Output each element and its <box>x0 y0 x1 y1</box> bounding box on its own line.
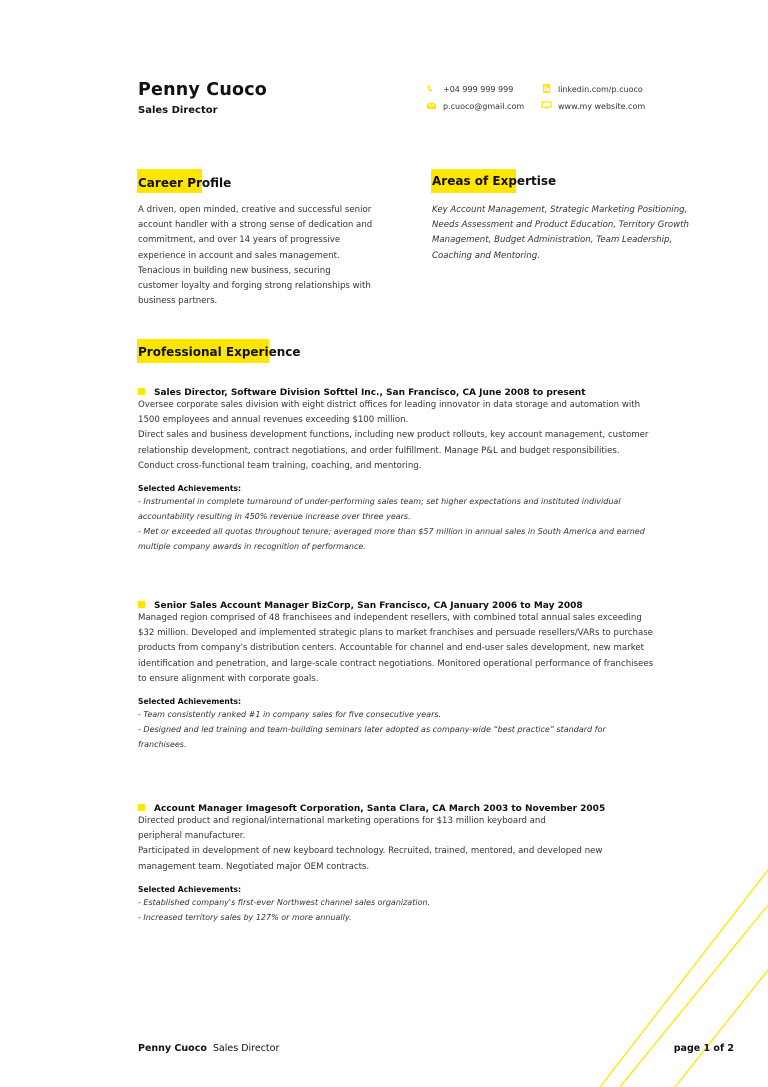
job-line: 1500 employees and annual revenues exceeding $100 million. <box>138 415 409 426</box>
website-url[interactable]: www.my website.com <box>558 102 646 111</box>
footer-identity <box>138 1043 279 1054</box>
linkedin-contact <box>541 84 643 94</box>
achievement-line: - Designed and led training and team-building seminars later adopted as company-wide “best practice” standard for <box>138 725 606 735</box>
career-profile-line: Tenacious in building new business, securing <box>138 265 331 276</box>
expertise-text <box>432 203 732 264</box>
bullet-icon <box>138 601 145 608</box>
job-description <box>138 398 708 474</box>
phone-icon <box>426 84 437 93</box>
decorative-lines <box>560 860 768 1087</box>
achievement-line: - Met or exceeded all quotas throughout tenure; averaged more than $57 million in annual sales in South America and earned <box>138 527 645 537</box>
job-line: products from company's distribution centers. Accountable for channel and end-user sales development, new market <box>138 643 645 654</box>
job-title: Sales Director, Software Division Softtel Inc., San Francisco, CA June 2008 to present <box>138 388 708 398</box>
career-profile-line: experience in account and sales management. <box>138 250 340 261</box>
email-address[interactable]: p.cuoco@gmail.com <box>443 102 525 111</box>
career-profile-line: A driven, open minded, creative and successful senior <box>138 205 372 215</box>
expertise-line: Needs Assessment and Product Education, Territory Growth <box>432 220 689 231</box>
footer-name: Penny Cuoco <box>138 1043 207 1054</box>
job-entry-1 <box>138 388 708 554</box>
career-profile-heading: Career Profile <box>138 176 232 190</box>
achievement-line: - Increased territory sales by 127% or more annually. <box>138 912 352 922</box>
achievement-line: - Established company's first-ever Northwest channel sales organization. <box>138 897 431 907</box>
linkedin-url[interactable]: linkedin.com/p.cuoco <box>558 85 643 94</box>
job-line: peripheral manufacturer. <box>138 831 246 842</box>
monitor-icon <box>541 101 552 110</box>
job-line: to ensure alignment with corporate goals. <box>138 673 319 684</box>
achievement-line: accountability resulting in 450% revenue increase over three years. <box>138 512 411 522</box>
linkedin-icon <box>541 84 552 93</box>
bullet-icon <box>138 388 145 395</box>
achievement-line: franchisees. <box>138 740 187 750</box>
achievements-list <box>138 494 708 554</box>
job-line: Participated in development of new keyboard technology. Recruited, trained, mentored, and developed new <box>138 846 603 857</box>
achievements-list <box>138 707 708 752</box>
job-line: management team. Negotiated major OEM contracts. <box>138 861 370 872</box>
website-contact <box>541 101 645 111</box>
career-profile-line: business partners. <box>138 296 218 307</box>
job-description <box>138 611 708 687</box>
achievement-line: multiple company awards in recognition of performance. <box>138 542 366 552</box>
job-line: identification and penetration, and large-scale contract negotiations. Monitored operational performance of franchisees <box>138 658 654 669</box>
bullet-icon <box>138 804 145 811</box>
career-profile-text <box>138 203 408 309</box>
expertise-heading: Areas of Expertise <box>432 174 557 188</box>
expertise-line: Key Account Management, Strategic Marketing Positioning, <box>432 205 688 215</box>
job-entry-2 <box>138 601 708 752</box>
footer-title: Sales Director <box>212 1043 280 1054</box>
career-profile-line: account handler with a strong sense of dedication and <box>138 220 373 231</box>
achievements-heading: Selected Achievements: <box>138 484 242 494</box>
expertise-line: Management, Budget Administration, Team Leadership, <box>432 235 673 246</box>
email-icon <box>426 101 437 110</box>
candidate-name: Penny Cuoco <box>138 80 268 100</box>
job-title: Account Manager Imagesoft Corporation, Santa Clara, CA March 2003 to November 2005 <box>138 804 708 814</box>
career-profile-line: commitment, and over 14 years of progressive <box>138 235 341 246</box>
job-line: relationship development, contract negotiations, and order fulfillment. Manage P&L and budget responsibilities. <box>138 445 620 456</box>
job-title: Senior Sales Account Manager BizCorp, San Francisco, CA January 2006 to May 2008 <box>138 601 708 611</box>
achievement-line: - Instrumental in complete turnaround of under-performing sales team; set higher expectations and instituted individual <box>138 497 621 507</box>
job-line: Oversee corporate sales division with eight district offices for leading innovator in data storage and automation with <box>138 400 641 410</box>
experience-heading: Professional Experience <box>138 345 301 359</box>
job-line: $32 million. Developed and implemented strategic plans to market franchises and persuade resellers/VARs to purchase <box>138 628 653 639</box>
candidate-title: Sales Director <box>138 105 218 116</box>
phone-number: +04 999 999 999 <box>443 85 514 94</box>
job-line: Direct sales and business development functions, including new product rollouts, key account management, customer <box>138 430 649 441</box>
page-number: page 1 of 2 <box>673 1043 734 1054</box>
phone-contact <box>426 84 513 94</box>
email-contact <box>426 101 524 111</box>
achievements-heading: Selected Achievements: <box>138 884 242 894</box>
job-line: Conduct cross-functional team training, coaching, and mentoring. <box>138 460 422 471</box>
job-line: Managed region comprised of 48 franchisees and independent resellers, with combined total annual sales exceeding <box>138 613 642 623</box>
achievements-heading: Selected Achievements: <box>138 697 242 707</box>
achievement-line: - Team consistently ranked #1 in company sales for five consecutive years. <box>138 710 442 720</box>
career-profile-line: customer loyalty and forging strong relationships with <box>138 281 371 292</box>
expertise-line: Coaching and Mentoring. <box>432 250 540 261</box>
job-line: Directed product and regional/international marketing operations for $13 million keyboard and <box>138 816 546 826</box>
